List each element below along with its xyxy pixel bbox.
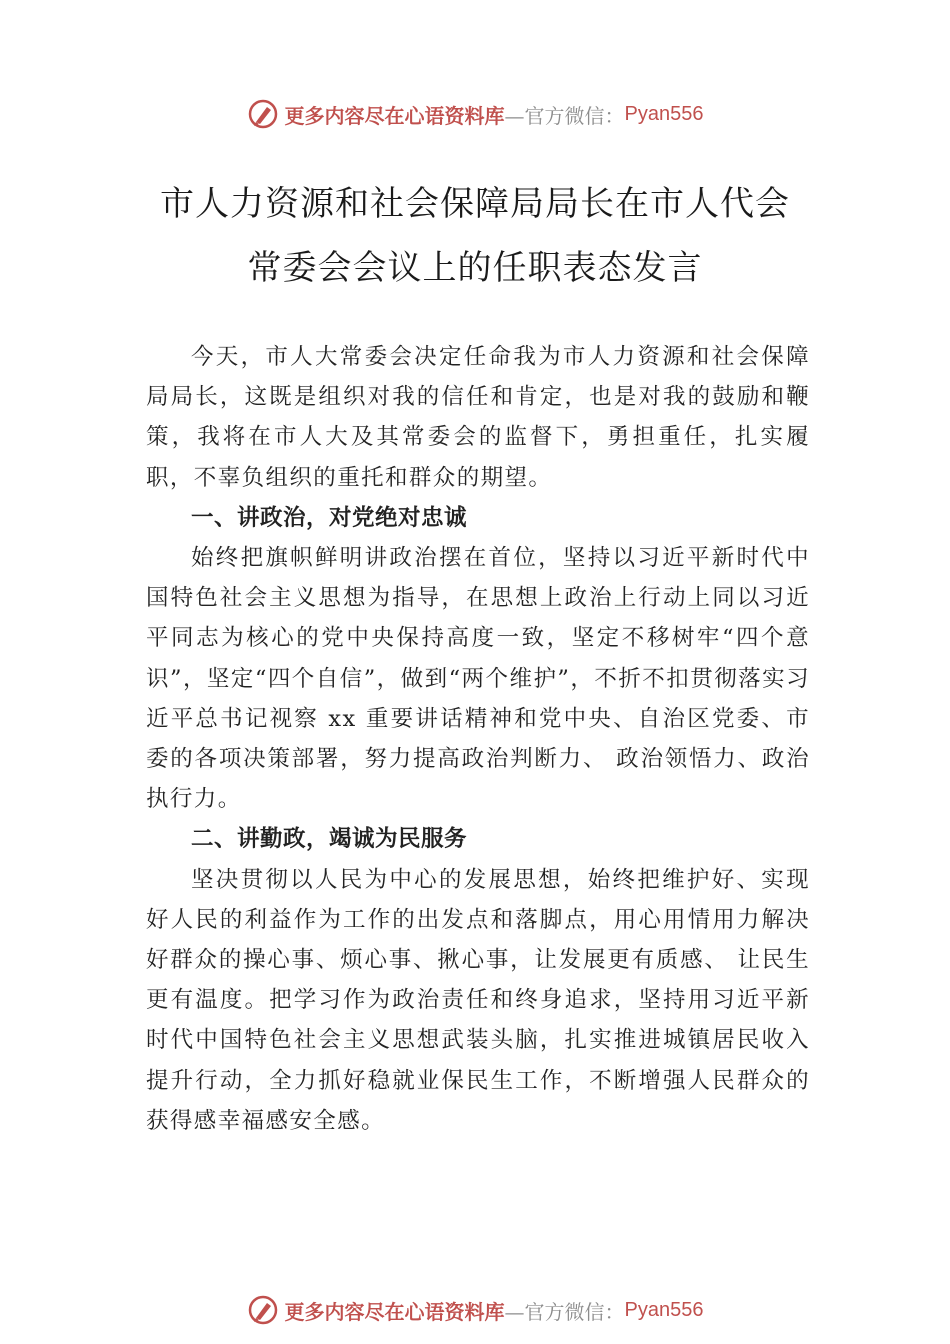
pen-logo-icon — [247, 98, 279, 130]
section-2-heading: 二、讲勤政，竭诚为民服务 — [191, 826, 468, 853]
section-1-paragraph: 始终把旗帜鲜明讲政治摆在首位，坚持以习近平新时代中国特色社会主义思想为指导，在思想上政治上行动上同以习近平同志为核心的党中央保持高度一致，坚定不移树牢“四个意识”，坚定“四个自信”，做到“两个维护”，不折不扣贯彻落实习近平总书记视察 xx 重要讲话精神和党中央、自治区党委、市委的各项决策部署，努力提高政治判断力、 政治领悟力、政治执行力。 — [146, 545, 810, 813]
document-title-line-2: 常委会会议上的任职表态发言 — [247, 248, 703, 288]
banner-wechat-id: Pyan556 — [624, 102, 704, 125]
banner-wechat-label: —官方微信： — [504, 103, 625, 128]
footer-watermark-banner — [0, 1290, 950, 1330]
banner-library-text: 更多内容尽在心语资料库 — [284, 103, 505, 128]
section-2-paragraph: 坚决贯彻以人民为中心的发展思想，始终把维护好、实现好人民的利益作为工作的出发点和落脚点，用心用情用力解决好群众的操心事、烦心事、揪心事，让发展更有质感、 让民生更有温度。把学习作为政治责任和终身追求，坚持用习近平新时代中国特色社会主义思想武装头脑，扎实推进城镇居民收入提升行动，全力抓好稳就业保民生工作，不断增强人民群众的获得感幸福感安全感。 — [146, 866, 810, 1134]
document-title-line-1: 市人力资源和社会保障局局长在市人代会 — [160, 184, 790, 224]
document-body — [146, 337, 810, 1141]
banner-wechat-id: Pyan556 — [624, 1298, 704, 1321]
intro-paragraph: 今天，市人大常委会决定任命我为市人力资源和社会保障局局长，这既是组织对我的信任和肯定，也是对我的鼓励和鞭策，我将在市人大及其常委会的监督下，勇担重任，扎实履职，不辜负组织的重托和群众的期望。 — [146, 344, 810, 491]
section-1-heading: 一、讲政治，对党绝对忠诚 — [191, 504, 468, 531]
banner-wechat-label: —官方微信： — [504, 1299, 625, 1324]
header-watermark-banner — [0, 94, 950, 134]
banner-library-text: 更多内容尽在心语资料库 — [284, 1299, 505, 1324]
pen-logo-icon — [247, 1294, 279, 1326]
